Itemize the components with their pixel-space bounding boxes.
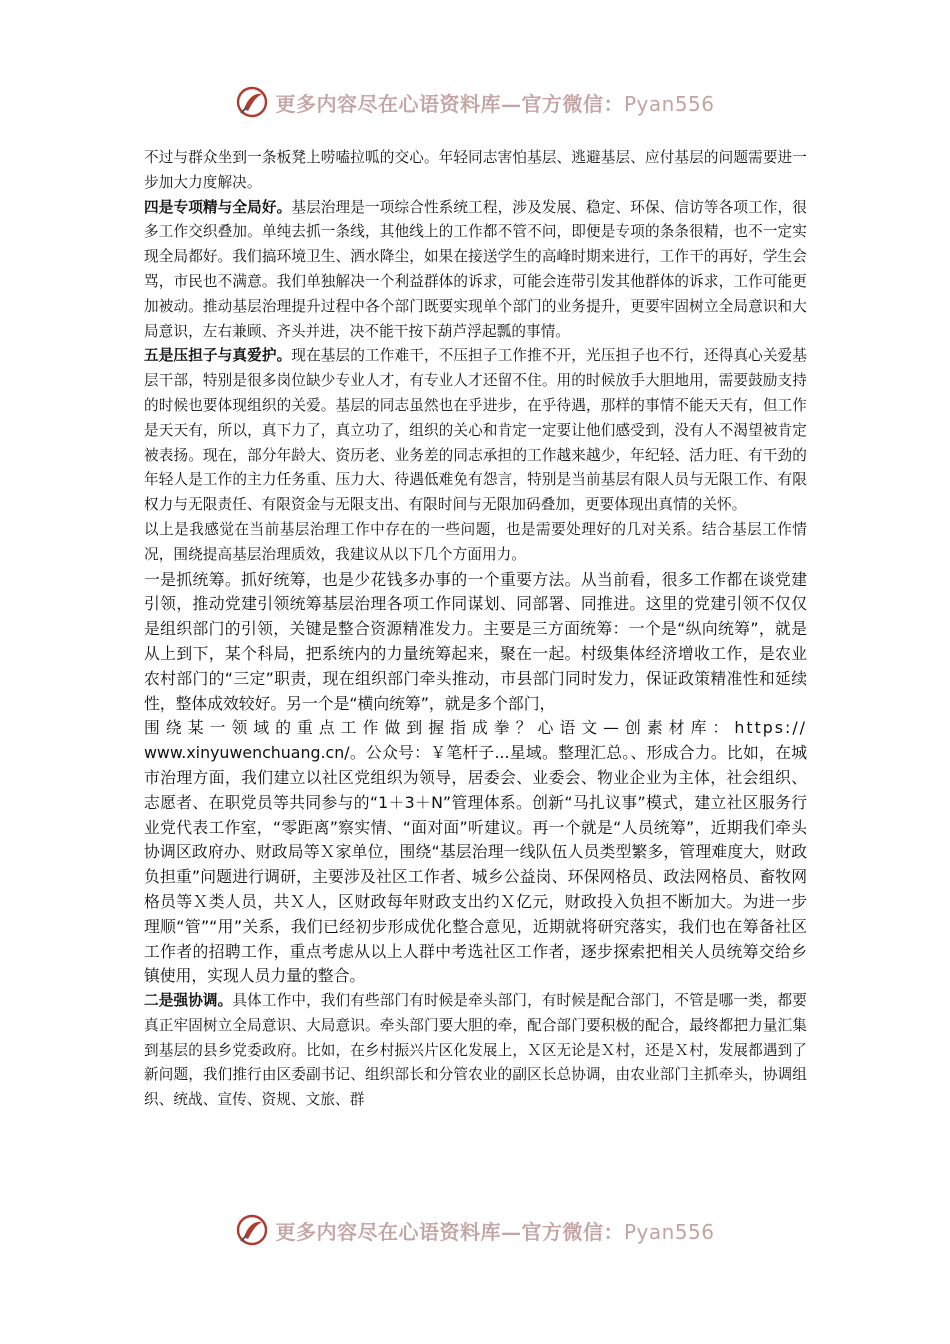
watermark-text: 更多内容尽在心语资料库—官方微信：Pyan556 — [275, 91, 715, 116]
watermark-logo-icon — [235, 85, 269, 119]
collaboration-heading: 二是强协调。 — [144, 992, 233, 1010]
section-5-heading: 五是压担子与真爱护。 — [144, 347, 292, 365]
paragraph-collaboration: 二是强协调。具体工作中，我们有些部门有时候是牵头部门，有时候是配合部门，不管是哪一类，都要真正牢固树立全局意识、大局意识。牵头部门要大胆的牵，配合部门要积极的配合，最终都把力量汇集到基层的县乡党委政府。比如，在乡村振兴片区化发展上，Ｘ区无论是Ｘ村，还是Ｘ村，发展都遇到了新问题，我们推行由区委副书记、组织部长和分管农业的副区长总协调，由农业部门主抓牵头，协调组织、统战、宣传、资规、文旅、群 — [144, 992, 807, 1109]
paragraph-0: 不过与群众坐到一条板凳上唠嗑拉呱的交心。年轻同志害怕基层、逃避基层、应付基层的问题需要进一步加大力度解决。 — [144, 149, 807, 191]
watermark-text: 更多内容尽在心语资料库—官方微信：Pyan556 — [275, 1219, 715, 1244]
watermark-logo-icon — [235, 1213, 269, 1247]
paragraph-summary: 以上是我感觉在当前基层治理工作中存在的一些问题，也是需要处理好的几对关系。结合基层工作情况，围绕提高基层治理质效，我建议从以下几个方面用力。 — [144, 520, 807, 563]
section-4-heading: 四是专项精与全局好。 — [144, 198, 292, 216]
paragraph-coordination-c: www.xinyuwenchuang.cn/。公众号：￥笔杆子...星域。整理汇总。、形成合力。比如，在城市治理方面，我们建立以社区党组织为领导，居委会、业委会、物业企业为主体，社会组织、志愿者、在职党员等共同参与的“1＋3＋N”管理体系。创新“马扎议事”模式，建立社区服务行业党代表工作室，“零距离”察实情、“面对面”听建议。再一个就是“人员统筹”，近期我们牵头协调区政府办、财政局等Ｘ家单位，围绕“基层治理一线队伍人员类型繁多，管理难度大，财政负担重”问题进行调研，主要涉及社区工作者、城乡公益岗、环保网格员、政法网格员、畜牧网格员等Ｘ类人员，共Ｘ人，区财政每年财政支出约Ｘ亿元，财政投入负担不断加大。为进一步理顺“管”“用”关系，我们已经初步形成优化整合意见，近期就将研究落实，我们也在筹备社区工作者的招聘工作，重点考虑从以上人群中考选社区工作者，逐步探索把相关人员统筹交给乡镇使用，实现人员力量的整合。 — [144, 743, 807, 986]
paragraph-section-5: 五是压担子与真爱护。现在基层的工作难干，不压担子工作推不开，光压担子也不行，还得真心关爱基层干部，特别是很多岗位缺少专业人才，有专业人才还留不住。用的时候放手大胆地用，需要鼓励支持的时候也要体现组织的关爱。基层的同志虽然也在乎进步，在乎待遇，那样的事情不能天天有，但工作是天天有，所以，真下力了，真立功了，组织的关心和肯定一定要让他们感受到，没有人不渴望被肯定被表扬。现在，部分年龄大、资历老、业务差的同志承担的工作越来越少，年纪轻、活力旺、有干劲的年轻人是工作的主力任务重、压力大、待遇低难免有怨言，特别是当前基层有限人员与无限工作、有限权力与无限责任、有限资金与无限支出、有限时间与无限加码叠加，更要体现出真情的关怀。 — [144, 347, 807, 514]
header-watermark — [0, 82, 950, 122]
document-body — [144, 146, 807, 1113]
paragraph-coordination-b: 围绕某一领域的重点工作做到握指成拳？心语文—创素材库：https:// — [144, 718, 807, 738]
paragraph-section-4: 四是专项精与全局好。基层治理是一项综合性系统工程，涉及发展、稳定、环保、信访等各项工作，很多工作交织叠加。单纯去抓一条线，其他线上的工作都不管不问，即便是专项的条条很精，也不一定实现全局都好。我们搞环境卫生、洒水降尘，如果在接送学生的高峰时期来进行，工作干的再好，学生会骂，市民也不满意。我们单独解决一个利益群体的诉求，可能会连带引发其他群体的诉求，工作可能更加被动。推动基层治理提升过程中各个部门既要实现单个部门的业务提升，更要牢固树立全局意识和大局意识，左右兼顾、齐头并进，决不能干按下葫芦浮起瓢的事情。 — [144, 198, 807, 340]
footer-watermark — [0, 1210, 950, 1250]
paragraph-coordination-a: 一是抓统筹。抓好统筹，也是少花钱多办事的一个重要方法。从当前看，很多工作都在谈党建引领，推动党建引领统筹基层治理各项工作同谋划、同部署、同推进。这里的党建引领不仅仅是组织部门的引领，关键是整合资源精准发力。主要是三方面统筹：一个是“纵向统筹”，就是从上到下，某个科局，把系统内的力量统筹起来，聚在一起。村级集体经济增收工作，是农业农村部门的“三定”职责，现在组织部门牵头推动，市县部门同时发力，保证政策精准性和延续性，整体成效较好。另一个是“横向统筹”，就是多个部门， — [144, 569, 807, 713]
